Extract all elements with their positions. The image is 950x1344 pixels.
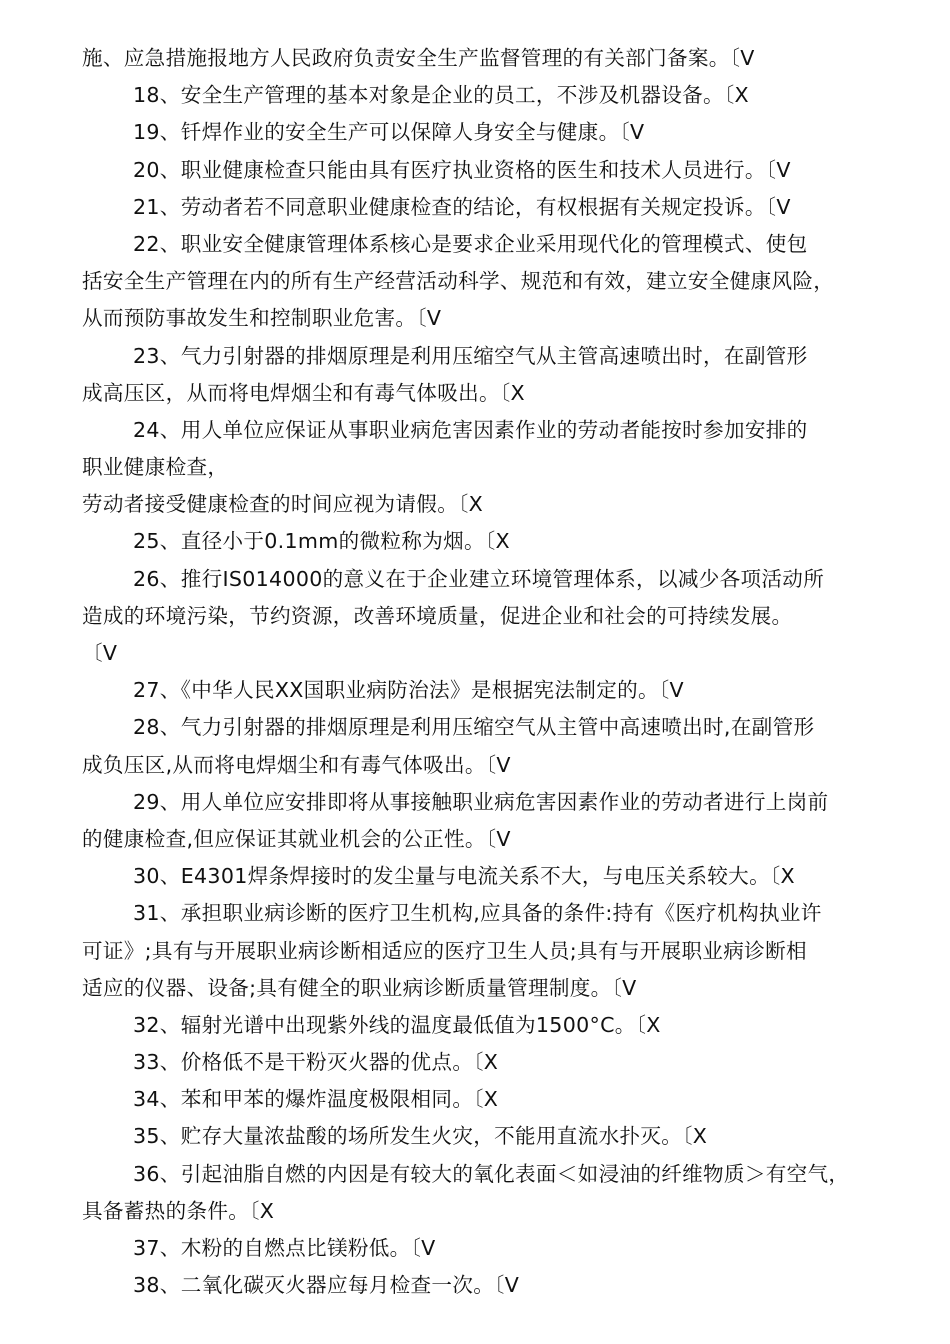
text-line-1: 18、安全生产管理的基本对象是企业的员工，不涉及机器设备。〔X [133,83,749,108]
text-line-22: 30、E4301焊条焊接时的发尘量与电流关系不大，与电压关系较大。〔X [133,864,795,889]
text-line-12: 劳动者接受健康检查的时间应视为请假。〔X [82,492,484,517]
text-line-21: 的健康检查,但应保证其就业机会的公正性。〔V [82,826,511,851]
text-line-32: 37、木粉的自燃点比镁粉低。〔V [133,1236,436,1260]
text-line-33: 38、二氧化碳灭火器应每月检查一次。〔V [133,1273,520,1298]
text-line-16: 〔V [82,641,118,665]
text-line-7: 从而预防事故发生和控制职业危害。〔V [82,306,442,331]
text-line-27: 33、价格低不是干粉灭火器的优点。〔X [133,1050,499,1075]
text-line-5: 22、职业安全健康管理体系核心是要求企业采用现代化的管理模式、使包 [133,231,808,256]
text-line-26: 32、辐射光谱中出现紫外线的温度最低值为1500°C。〔X [133,1012,661,1037]
text-line-25: 适应的仪器、设备;具有健全的职业病诊断质量管理制度。〔V [82,975,637,1000]
text-line-6: 括安全生产管理在内的所有生产经营活动科学、规范和有效，建立安全健康风险， [82,269,835,294]
text-line-14: 26、推行IS014000的意义在于企业建立环境管理体系，以减少各项活动所 [133,566,825,591]
text-line-15: 造成的环境污染，节约资源，改善环境质量，促进企业和社会的可持续发展。 [82,603,793,628]
document-page [82,40,892,1304]
text-line-17: 27、《中华人民XX国职业病防治法》是根据宪法制定的。〔V [133,678,684,703]
text-line-24: 可证》;具有与开展职业病诊断相适应的医疗卫生人员;具有与开展职业病诊断相 [82,938,807,963]
text-line-19: 成负压区,从而将电焊烟尘和有毒气体吸出。〔V [82,752,511,777]
text-line-9: 成高压区，从而将电焊烟尘和有毒气体吸出。〔X [82,380,525,405]
text-line-4: 21、劳动者若不同意职业健康检查的结论，有权根据有关规定投诉。〔V [133,194,791,219]
text-line-18: 28、气力引射器的排烟原理是利用压缩空气从主管中高速喷出时,在副管形 [133,715,815,740]
text-line-31: 具备蓄热的条件。〔X [82,1198,275,1223]
text-line-11: 职业健康检查， [82,455,229,480]
text-line-0: 施、应急措施报地方人民政府负责安全生产监督管理的有关部门备案。〔V [82,46,755,70]
text-line-3: 20、职业健康检查只能由具有医疗执业资格的医生和技术人员进行。〔V [133,157,791,182]
text-line-2: 19、钎焊作业的安全生产可以保障人身安全与健康。〔V [133,120,645,145]
text-line-29: 35、贮存大量浓盐酸的场所发生火灾，不能用直流水扑灭。〔X [133,1124,708,1149]
text-line-8: 23、气力引射器的排烟原理是利用压缩空气从主管高速喷出时，在副管形 [133,343,808,368]
text-line-10: 24、用人单位应保证从事职业病危害因素作业的劳动者能按时参加安排的 [133,417,808,442]
text-line-23: 31、承担职业病诊断的医疗卫生机构,应具备的条件:持有《医疗机构执业许 [133,901,822,926]
text-line-28: 34、苯和甲苯的爆炸温度极限相同。〔X [133,1087,499,1112]
text-line-20: 29、用人单位应安排即将从事接触职业病危害因素作业的劳动者进行上岗前 [133,789,829,814]
text-line-13: 25、直径小于0.1mm的微粒称为烟。〔X [133,529,510,554]
text-line-30: 36、引起油脂自燃的内因是有较大的氧化表面＜如浸油的纤维物质＞有空气， [133,1161,850,1186]
